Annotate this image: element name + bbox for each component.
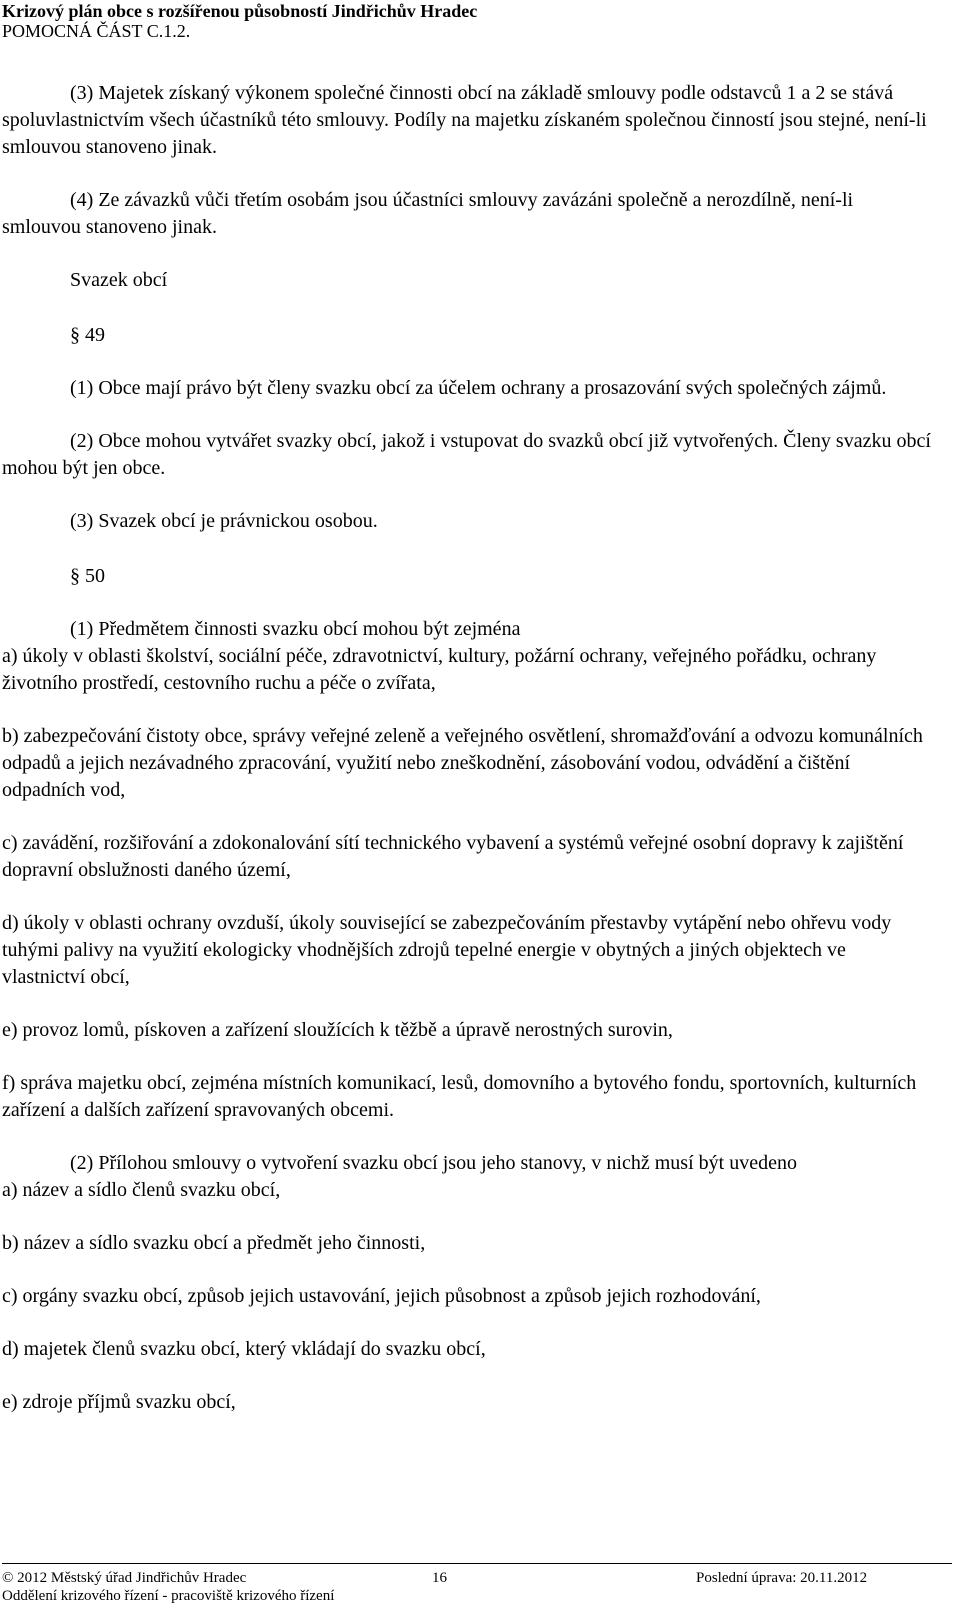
paragraph-49-2: (2) Obce mohou vytvářet svazky obcí, jakož i vstupovat do svazků obcí již vytvořených. Členy svazku obcí mohou být jen obce.: [2, 430, 931, 479]
list-item-e: e) provoz lomů, pískoven a zařízení sloužících k těžbě a úpravě nerostných surovin,: [2, 1019, 673, 1041]
page-header: [2, 0, 952, 41]
list-item-b: b) zabezpečování čistoty obce, správy veřejné zeleně a veřejného osvětlení, shromažďování a odvozu komunálních odpadů a jejich nezávadného zpracování, využití nebo zneškodnění, zásobování vodou, odvádění a čištění odpadních vod,: [2, 725, 923, 801]
list-item-f: f) správa majetku obcí, zejména místních komunikací, lesů, domovního a bytového fondu, sportovních, kulturních zařízení a dalších zařízení spravovaných obcemi.: [2, 1072, 917, 1121]
paragraph-4: (4) Ze závazků vůči třetím osobám jsou účastníci smlouvy zavázáni společně a nerozdílně, není-li smlouvou stanoveno jinak.: [2, 189, 854, 238]
statute-item-a: a) název a sídlo členů svazku obcí,: [2, 1179, 281, 1201]
footer-department: Oddělení krizového řízení - pracoviště krizového řízení: [2, 1588, 335, 1604]
statute-item-b: b) název a sídlo svazku obcí a předmět jeho činnosti,: [2, 1232, 426, 1254]
document-body: [2, 80, 932, 1416]
statute-item-e: e) zdroje příjmů svazku obcí,: [2, 1391, 236, 1413]
paragraph-49-3: (3) Svazek obcí je právnickou osobou.: [70, 510, 378, 532]
paragraph-3: (3) Majetek získaný výkonem společné činnosti obcí na základě smlouvy podle odstavců 1 a 2 se stává spoluvlastnictvím všech účastníků této smlouvy. Podíly na majetku získaném společnou činností jsou stejné, není-li smlouvou stanoveno jinak.: [2, 82, 927, 158]
paragraph-50-1: (1) Předmětem činnosti svazku obcí mohou být zejména: [70, 618, 521, 640]
list-item-a: a) úkoly v oblasti školství, sociální péče, zdravotnictví, kultury, požární ochrany, veřejného pořádku, ochrany životního prostředí, cestovního ruchu a péče o zvířata,: [2, 645, 877, 694]
document-section: POMOCNÁ ČÁST C.1.2.: [2, 21, 191, 41]
page-number: 16: [432, 1570, 447, 1586]
list-item-c: c) zavádění, rozšiřování a zdokonalování sítí technického vybavení a systémů veřejné osobní dopravy k zajištění dopravní obslužnosti daného území,: [2, 832, 904, 881]
page-footer: [2, 1569, 952, 1605]
statute-item-c: c) orgány svazku obcí, způsob jejich ustavování, jejich působnost a způsob jejich rozhodování,: [2, 1285, 761, 1307]
document-title: Krizový plán obce s rozšířenou působností Jindřichův Hradec: [2, 1, 478, 21]
paragraph-50-2: (2) Přílohou smlouvy o vytvoření svazku obcí jsou jeho stanovy, v nichž musí být uvedeno: [70, 1152, 797, 1174]
footer-last-update: Poslední úprava: 20.11.2012: [696, 1570, 868, 1586]
section-49: § 49: [70, 324, 105, 346]
section-heading: Svazek obcí: [70, 269, 168, 291]
section-50: § 50: [70, 565, 105, 587]
footer-divider: [2, 1563, 952, 1564]
list-item-d: d) úkoly v oblasti ochrany ovzduší, úkoly související se zabezpečováním přestavby vytápění nebo ohřevu vody tuhými palivy na využití ekologicky vhodnějších zdrojů tepelné energie v obytných a jiných objektech ve vlastnictví obcí,: [2, 912, 892, 988]
footer-copyright: © 2012 Městský úřad Jindřichův Hradec: [2, 1570, 247, 1586]
statute-item-d: d) majetek členů svazku obcí, který vkládají do svazku obcí,: [2, 1338, 486, 1360]
paragraph-49-1: (1) Obce mají právo být členy svazku obcí za účelem ochrany a prosazování svých společných zájmů.: [70, 377, 887, 399]
